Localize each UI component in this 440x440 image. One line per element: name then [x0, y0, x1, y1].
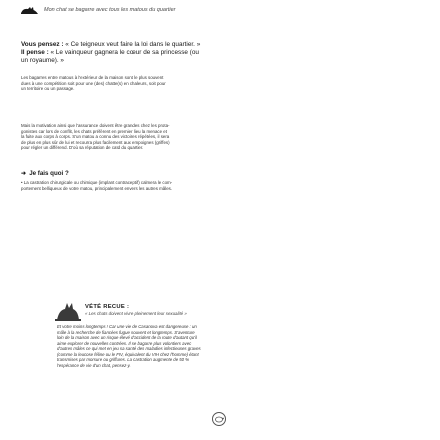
- paragraph-line: Mais la motivation ainsi que l'assurance doivent être grandes chez les prota-: [21, 123, 170, 128]
- box-line: Et votre moins longtemps ! Car une vie de Casanova est dangereuse : un: [57, 324, 197, 329]
- quote-lead-bold: Vous pensez :: [21, 41, 64, 48]
- paragraph-line: Les bagarres entre matous à l'extérieur de la maison sont le plus souvent: [21, 75, 164, 80]
- quote-line-2: [21, 49, 426, 57]
- quote-line2-text: « Le vainqueur gagnera le cœur de sa princesse (ou: [48, 49, 199, 56]
- advice-item: • La castration chirurgicale ou chimique (implant contraceptif) calmera le com-: [21, 180, 173, 185]
- box-body: [55, 324, 375, 368]
- paragraph-line: de plus en plus sûr de lui et recourra plus facilement aux empoignes (griffes): [21, 139, 170, 145]
- page-header-title: Mon chat se bagarre avec tous les matous du quartier: [44, 7, 176, 13]
- box-line: d'autres mâles ce qui met en jeu sa santé des maladies infectieuses graves: [57, 346, 201, 351]
- paragraph-line: un territoire ou un passage.: [21, 86, 75, 92]
- advice-item: portement belliqueux de votre matou, principalement envers les autres mâles.: [21, 185, 173, 191]
- box-line: aime explorer de nouvelles contrées. Il se bagarre plus volontiers avec: [57, 340, 192, 346]
- tortoise-mark-icon: [211, 411, 227, 427]
- paragraph-1: [21, 75, 426, 92]
- box-line: mâle à la recherche de fiancées fugue souvent et longtemps. S'aventure: [57, 329, 195, 335]
- paragraph-line: gonistes car lors de conflit, les chats préfèrent en premier lieu la menace et: [21, 128, 167, 134]
- advice-section: [21, 170, 426, 191]
- box-line: (comme la leucose féline ou le FIV, équivalent du VIH chez l'homme) étant: [57, 351, 199, 357]
- box-header: [55, 300, 375, 322]
- box-line: transmises par morsure ou griffures. La castration augmente de 50 %: [57, 357, 190, 362]
- paragraph-line: la fuite aux corps à corps. S'un matou a connu des victoires répétées, il sera: [21, 134, 170, 140]
- cat-silhouette-icon: [20, 5, 40, 15]
- page-header: [20, 3, 175, 17]
- box-line: l'espérance de vie d'un chat, pensez-y.: [57, 362, 131, 368]
- paragraph-2: [21, 123, 426, 151]
- paragraph-line: pour régler un différend. D'où sa réputation de caïd du quartier.: [21, 145, 144, 151]
- box-heading-group: [85, 300, 187, 316]
- advice-heading-text: Je fais quoi ?: [29, 170, 69, 177]
- box-line: loin de la maison avec un risque élevé d'accident de la route d'autant qu'il: [57, 335, 197, 340]
- quote-line-1: [21, 41, 426, 49]
- box-title: VÉTÉ RECUE :: [85, 304, 130, 310]
- quote-block: [21, 41, 426, 65]
- quote-line2-bold: Il pense :: [21, 49, 49, 56]
- arrow-right-icon: ➜: [21, 170, 27, 177]
- paragraph-line: dues à une compétition soit pour une (des) chatte(s) en chaleurs, soit pour: [21, 80, 166, 86]
- quote-line-3: un royaume). »: [21, 57, 64, 64]
- box-subtitle: « Les chats doivent vivre pleinement leur sexualité »: [85, 311, 187, 316]
- advice-heading: [21, 170, 426, 178]
- cat-badge-icon: [55, 300, 81, 322]
- misconception-box: [55, 300, 375, 368]
- quote-lead-text: « Ce teigneux veut faire la loi dans le quartier. »: [63, 41, 201, 48]
